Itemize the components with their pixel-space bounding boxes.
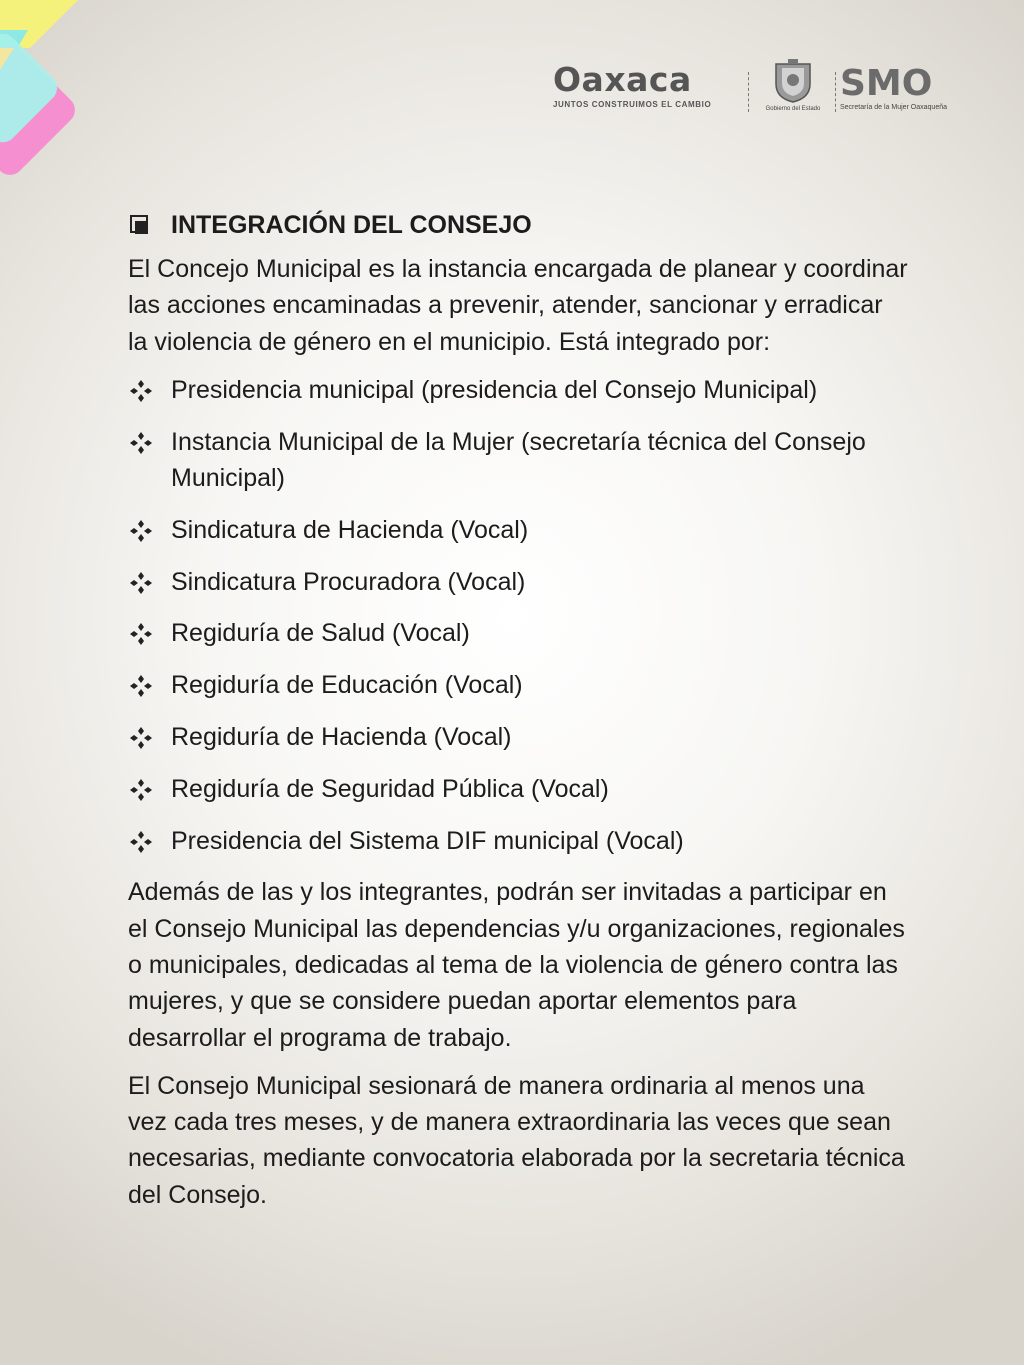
list-item-text: Instancia Municipal de la Mujer (secretaría técnica del Consejo Municipal): [171, 427, 866, 492]
diamond-bullet-icon: [130, 380, 152, 402]
invited-paragraph: Además de las y los integrantes, podrán ser invitadas a participar en el Consejo Municipal las dependencias y/u organizaciones, regionales o municipales, dedicadas al tema de la violencia de género contra las mujeres, y que se considere puedan aportar elementos para desarrollar el programa de trabajo.: [128, 878, 905, 1052]
oaxaca-logo: [553, 62, 738, 112]
diamond-bullet-icon: [130, 520, 152, 542]
member-list: [128, 372, 908, 859]
list-item: [128, 719, 908, 755]
checkbox-bullet-icon: [130, 215, 148, 233]
list-item: [128, 372, 908, 408]
list-item: [128, 615, 908, 651]
list-item-text: Sindicatura Procuradora (Vocal): [171, 567, 526, 596]
list-item-text: Regiduría de Salud (Vocal): [171, 619, 470, 648]
diamond-bullet-icon: [130, 572, 152, 594]
diamond-bullet-icon: [130, 831, 152, 853]
list-item: [128, 512, 908, 548]
diamond-bullet-icon: [130, 623, 152, 645]
diamond-bullet-icon: [130, 432, 152, 454]
list-item: [128, 564, 908, 600]
list-item: [128, 424, 908, 497]
section-heading: [128, 205, 908, 245]
list-item-text: Sindicatura de Hacienda (Vocal): [171, 515, 529, 544]
list-item: [128, 823, 908, 859]
coat-of-arms-icon: [770, 58, 816, 104]
list-item: [128, 771, 908, 807]
section-heading-text: INTEGRACIÓN DEL CONSEJO: [171, 211, 532, 239]
smo-tagline: Secretaría de la Mujer Oaxaqueña: [840, 104, 948, 111]
seal-caption: Gobierno del Estado: [765, 106, 821, 112]
list-item-text: Presidencia municipal (presidencia del Consejo Municipal): [171, 375, 818, 404]
diamond-bullet-icon: [130, 779, 152, 801]
sessions-paragraph: El Consejo Municipal sesionará de manera ordinaria al menos una vez cada tres meses, y de manera extraordinaria las veces que sean necesarias, mediante convocatoria elaborada por la secretaria técnica del Consejo.: [128, 1071, 905, 1209]
oaxaca-wordmark: Oaxaca: [553, 60, 692, 99]
state-government-seal: [758, 58, 828, 116]
diamond-bullet-icon: [130, 675, 152, 697]
list-item-text: Regiduría de Seguridad Pública (Vocal): [171, 774, 609, 803]
list-item-text: Presidencia del Sistema DIF municipal (Vocal): [171, 826, 684, 855]
corner-decoration: [0, 0, 100, 180]
list-item-text: Regiduría de Hacienda (Vocal): [171, 722, 512, 751]
diamond-bullet-icon: [130, 727, 152, 749]
smo-wordmark: SMO: [840, 63, 933, 104]
logo-divider: [835, 72, 836, 112]
intro-paragraph: El Concejo Municipal es la instancia encargada de planear y coordinar las acciones encaminadas a prevenir, atender, sancionar y erradicar la violencia de género en el municipio. Está integrado por:: [128, 255, 908, 356]
list-item-text: Regiduría de Educación (Vocal): [171, 671, 523, 700]
smo-logo: [840, 63, 973, 116]
logo-divider: [748, 72, 749, 112]
header-logos: [553, 58, 973, 118]
oaxaca-tagline: JUNTOS CONSTRUIMOS EL CAMBIO: [553, 100, 712, 109]
list-item: [128, 667, 908, 703]
slide-content: [128, 205, 908, 1225]
